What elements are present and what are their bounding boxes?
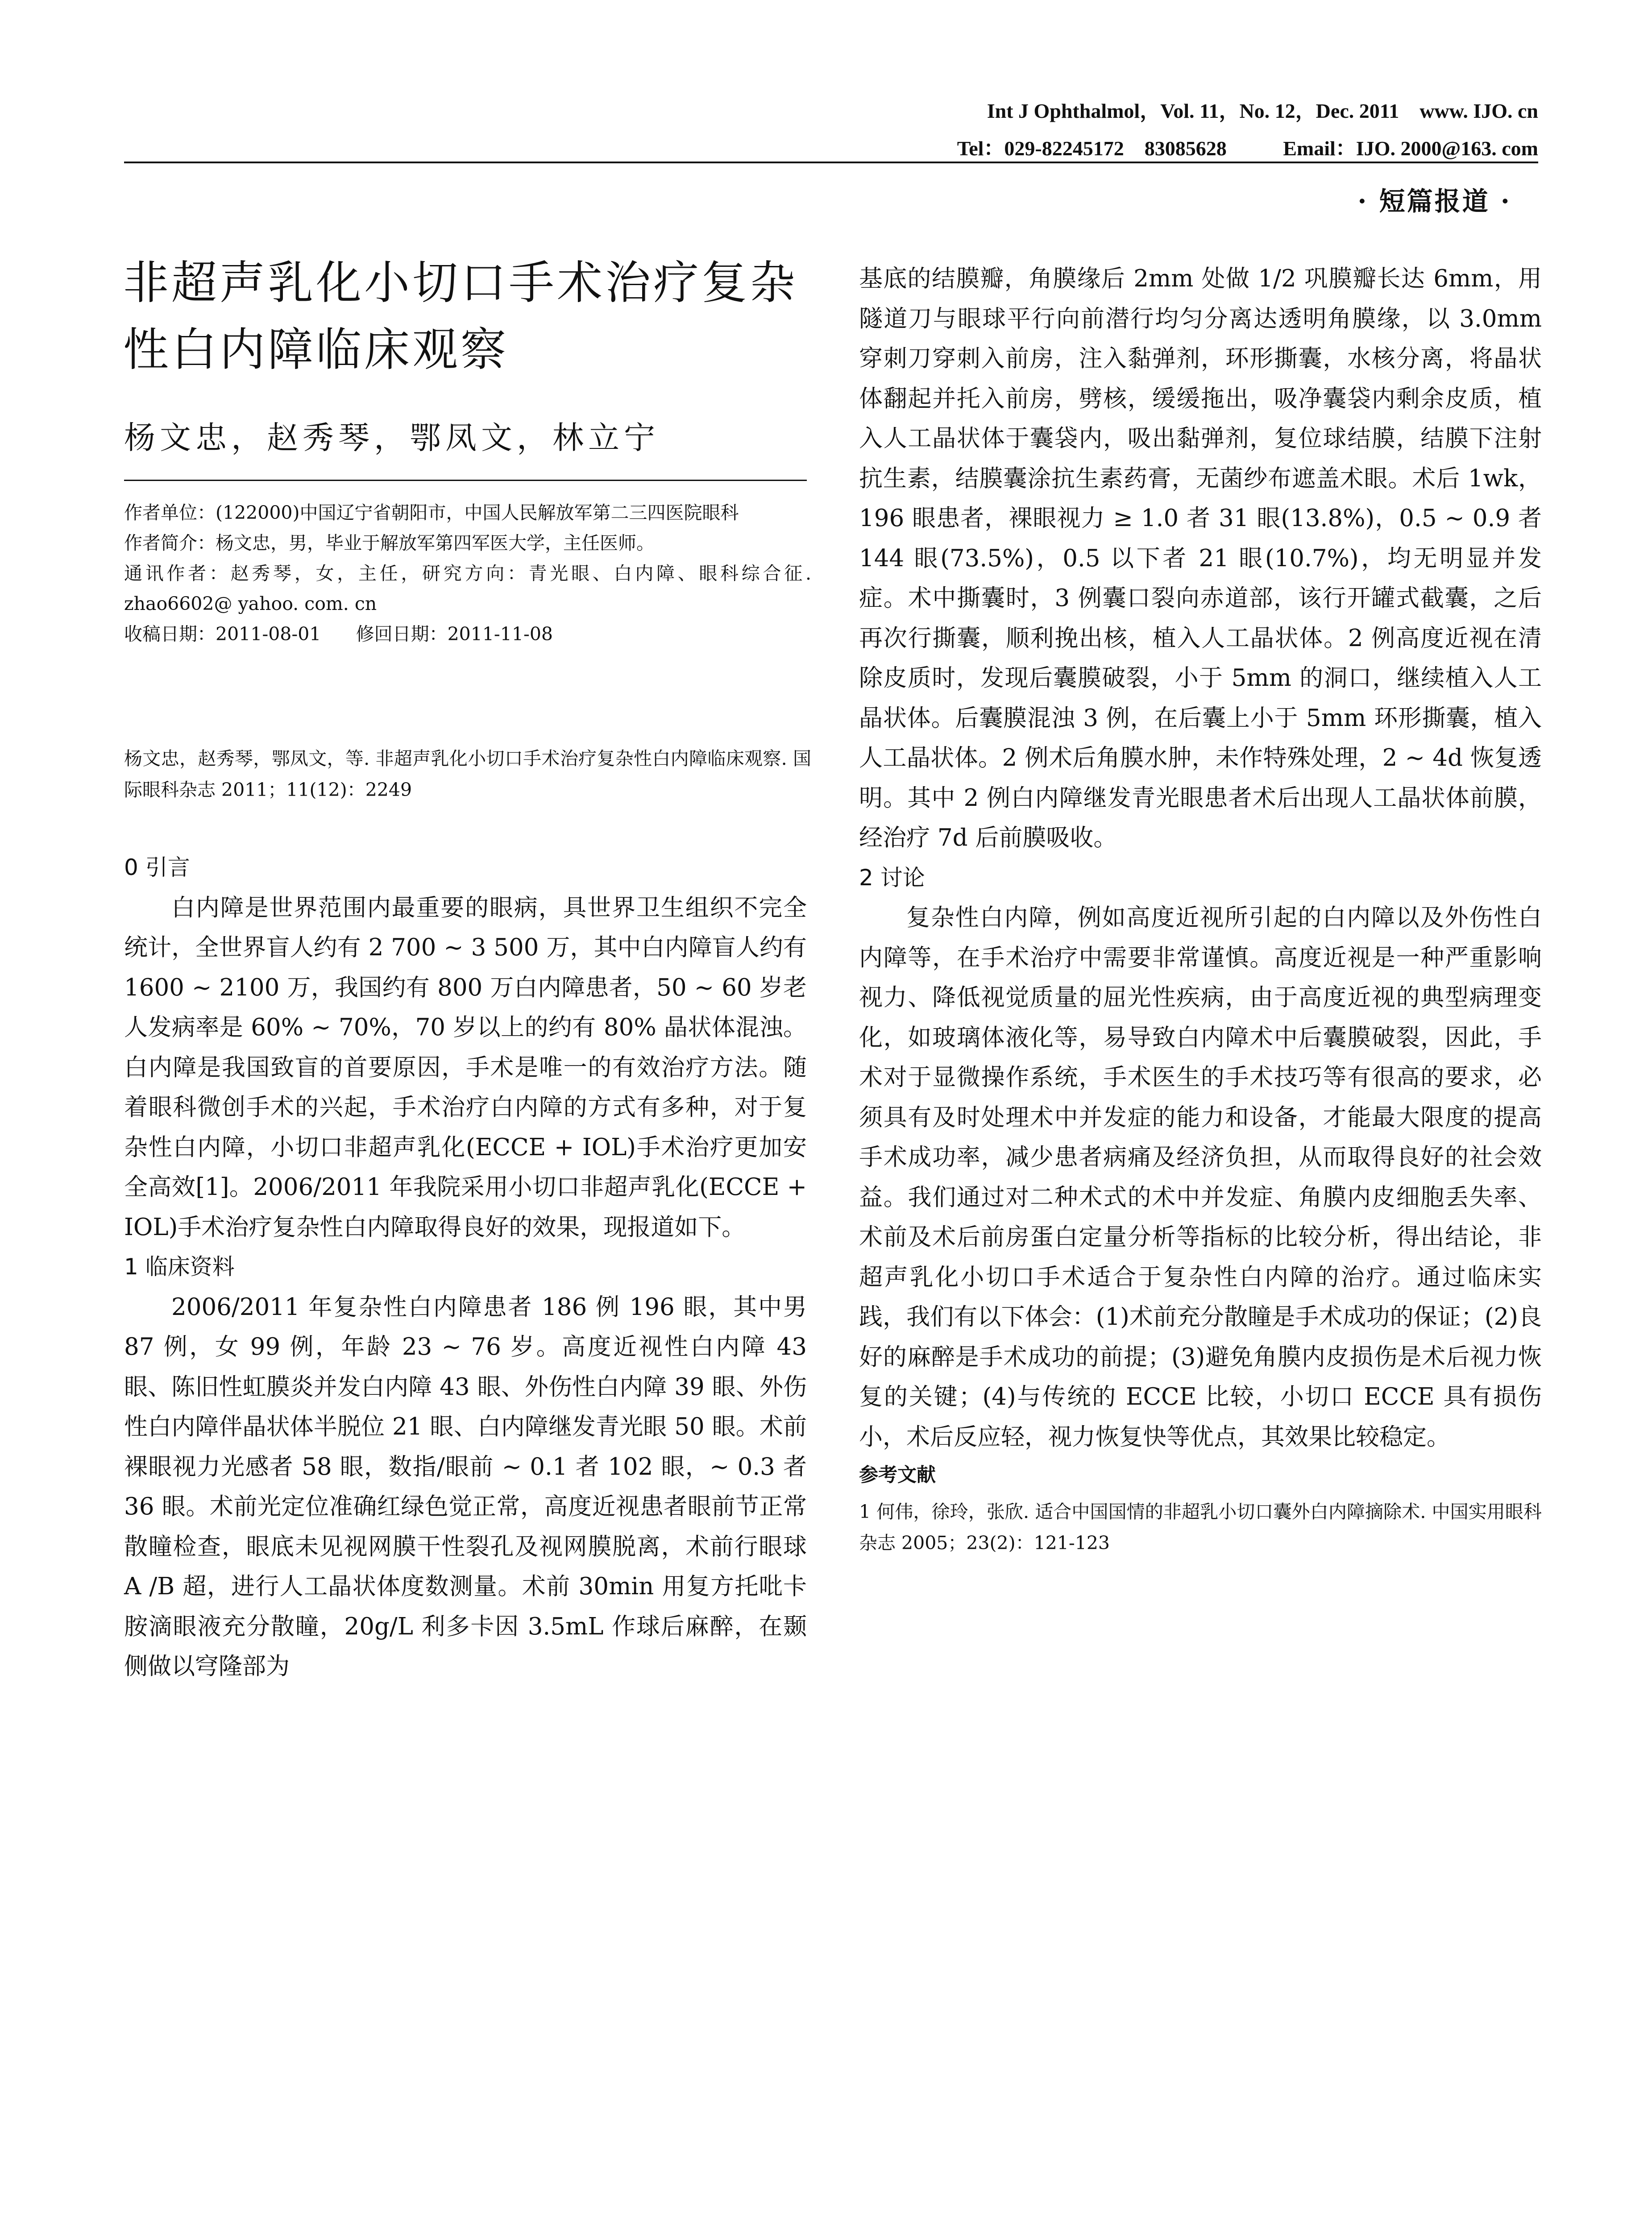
reference-item: 1 何伟，徐玲，张欣. 适合中国国情的非超乳小切口囊外白内障摘除术. 中国实用眼科杂志 2005；23(2)：121-123 bbox=[859, 1501, 1542, 1554]
received-date: 收稿日期：2011-08-01 bbox=[124, 623, 321, 645]
clinical-heading: 1 临床资料 bbox=[124, 1254, 235, 1280]
clinical-continued-paragraph: 基底的结膜瓣，角膜缘后 2mm 处做 1/2 巩膜瓣长达 6mm，用隧道刀与眼球平行向前潜行均匀分离达透明角膜缘，以 3.0mm 穿刺刀穿刺入前房，注入黏弹剂，环形撕囊，水核分离，将晶状体翻起并托入前房，劈核，缓缓拖出，吸净囊袋内剩余皮质，植入人工晶状体于囊袋内，吸出黏弹剂，复位球结膜，结膜下注射抗生素，结膜囊涂抗生素药膏，无菌纱布遮盖术眼。术后 1wk，196 眼患者，裸眼视力 ≥ 1.0 者 31 眼(13.8%)，0.5 ~ 0.9 者 144 眼(73.5%)，0.5 以下者 21 眼(10.7%)，均无明显并发症。术中撕囊时，3 例囊口裂向赤道部，该行开罐式截囊，之后再次行撕囊，顺利挽出核，植入人工晶状体。2 例高度近视在清除皮质时，发现后囊膜破裂，小于 5mm 的洞口，继续植入人工晶状体。后囊膜混浊 3 例，在后囊上小于 5mm 环形撕囊，植入人工晶状体。2 例术后角膜水肿，未作特殊处理，2 ~ 4d 恢复透明。其中 2 例白内障继发青光眼患者术后出现人工晶状体前膜，经治疗 7d 后前膜吸收。 bbox=[859, 265, 1542, 851]
section-label: · 短篇报道 · bbox=[1357, 186, 1511, 216]
author-metadata bbox=[124, 498, 811, 649]
journal-info-line: Int J Ophthalmol，Vol. 11，No. 12，Dec. 2011 www. IJO. cn bbox=[987, 100, 1538, 122]
references-heading: 参考文献 bbox=[859, 1464, 936, 1486]
author-intro: 作者简介：杨文忠，男，毕业于解放军第四军医大学，主任医师。 bbox=[124, 532, 655, 554]
contact-info-line: Tel：029-82245172 83085628 Email：IJO. 2000@163. com bbox=[957, 137, 1538, 160]
clinical-paragraph: 2006/2011 年复杂性白内障患者 186 例 196 眼，其中男 87 例，女 99 例，年龄 23 ~ 76 岁。高度近视性白内障 43 眼、陈旧性虹膜炎并发白内障 43 眼、外伤性白内障 39 眼、外伤性白内障伴晶状体半脱位 21 眼、白内障继发青光眼 50 眼。术前裸眼视力光感者 58 眼，数指/眼前 ~ 0.1 者 102 眼，~ 0.3 者 36 眼。术前光定位准确红绿色觉正常，高度近视患者眼前节正常散瞳检查，眼底未见视网膜干性裂孔及视网膜脱离，术前行眼球 A /B 超，进行人工晶状体度数测量。术前 30min 用复方托吡卡胺滴眼液充分散瞳，20g/L 利多卡因 3.5mL 作球后麻醉，在颞侧做以穹隆部为 bbox=[124, 1293, 807, 1680]
author-list: 杨文忠，赵秀琴，鄂凤文，林立宁 bbox=[124, 419, 660, 456]
dates-line bbox=[124, 619, 811, 649]
left-column bbox=[124, 848, 807, 1687]
discussion-heading: 2 讨论 bbox=[859, 864, 925, 891]
citation-text: 杨文忠，赵秀琴，鄂凤文，等. 非超声乳化小切口手术治疗复杂性白内障临床观察. 国际眼科杂志 2011；11(12)：2249 bbox=[124, 748, 811, 800]
revised-date: 修回日期：2011-11-08 bbox=[356, 623, 553, 645]
corresponding-author: 通讯作者：赵秀琴，女，主任，研究方向：青光眼、白内障、眼科综合征. zhao6602@ yahoo. com. cn bbox=[124, 563, 811, 614]
discussion-paragraph: 复杂性白内障，例如高度近视所引起的白内障以及外伤性白内障等，在手术治疗中需要非常谨慎。高度近视是一种严重影响视力、降低视觉质量的屈光性疾病，由于高度近视的典型病理变化，如玻璃体液化等，易导致白内障术中后囊膜破裂，因此，手术对于显微操作系统，手术医生的手术技巧等有很高的要求，必须具有及时处理术中并发症的能力和设备，才能最大限度的提高手术成功率，减少患者病痛及经济负担，从而取得良好的社会效益。我们通过对二种术式的术中并发症、角膜内皮细胞丢失率、术前及术后前房蛋白定量分析等指标的比较分析，得出结论，非超声乳化小切口手术适合于复杂性白内障的治疗。通过临床实践，我们有以下体会：(1)术前充分散瞳是手术成功的保证；(2)良好的麻醉是手术成功的前提；(3)避免角膜内皮损伤是术后视力恢复的关键；(4)与传统的 ECCE 比较，小切口 ECCE 具有损伤小，术后反应轻，视力恢复快等优点，其效果比较稳定。 bbox=[859, 904, 1542, 1451]
affiliation: 作者单位：(122000)中国辽宁省朝阳市，中国人民解放军第二三四医院眼科 bbox=[124, 502, 739, 523]
header-rule bbox=[124, 162, 1538, 163]
intro-heading: 0 引言 bbox=[124, 854, 190, 880]
title-rule bbox=[124, 480, 807, 481]
citation-block bbox=[124, 743, 811, 805]
intro-paragraph: 白内障是世界范围内最重要的眼病，具世界卫生组织不完全统计，全世界盲人约有 2 700 ~ 3 500 万，其中白内障盲人约有 1600 ~ 2100 万，我国约有 800 万白内障患者，50 ~ 60 岁老人发病率是 60% ~ 70%，70 岁以上的约有 80% 晶状体混浊。白内障是我国致盲的首要原因，手术是唯一的有效治疗方法。随着眼科微创手术的兴起，手术治疗白内障的方式有多种，对于复杂性白内障，小切口非超声乳化(ECCE + IOL)手术治疗更加安全高效[1]。2006/2011 年我院采用小切口非超声乳化(ECCE + IOL)手术治疗复杂性白内障取得良好的效果，现报道如下。 bbox=[124, 894, 807, 1241]
right-column bbox=[859, 259, 1542, 1559]
article-title: 非超声乳化小切口手术治疗复杂性白内障临床观察 bbox=[123, 257, 798, 377]
